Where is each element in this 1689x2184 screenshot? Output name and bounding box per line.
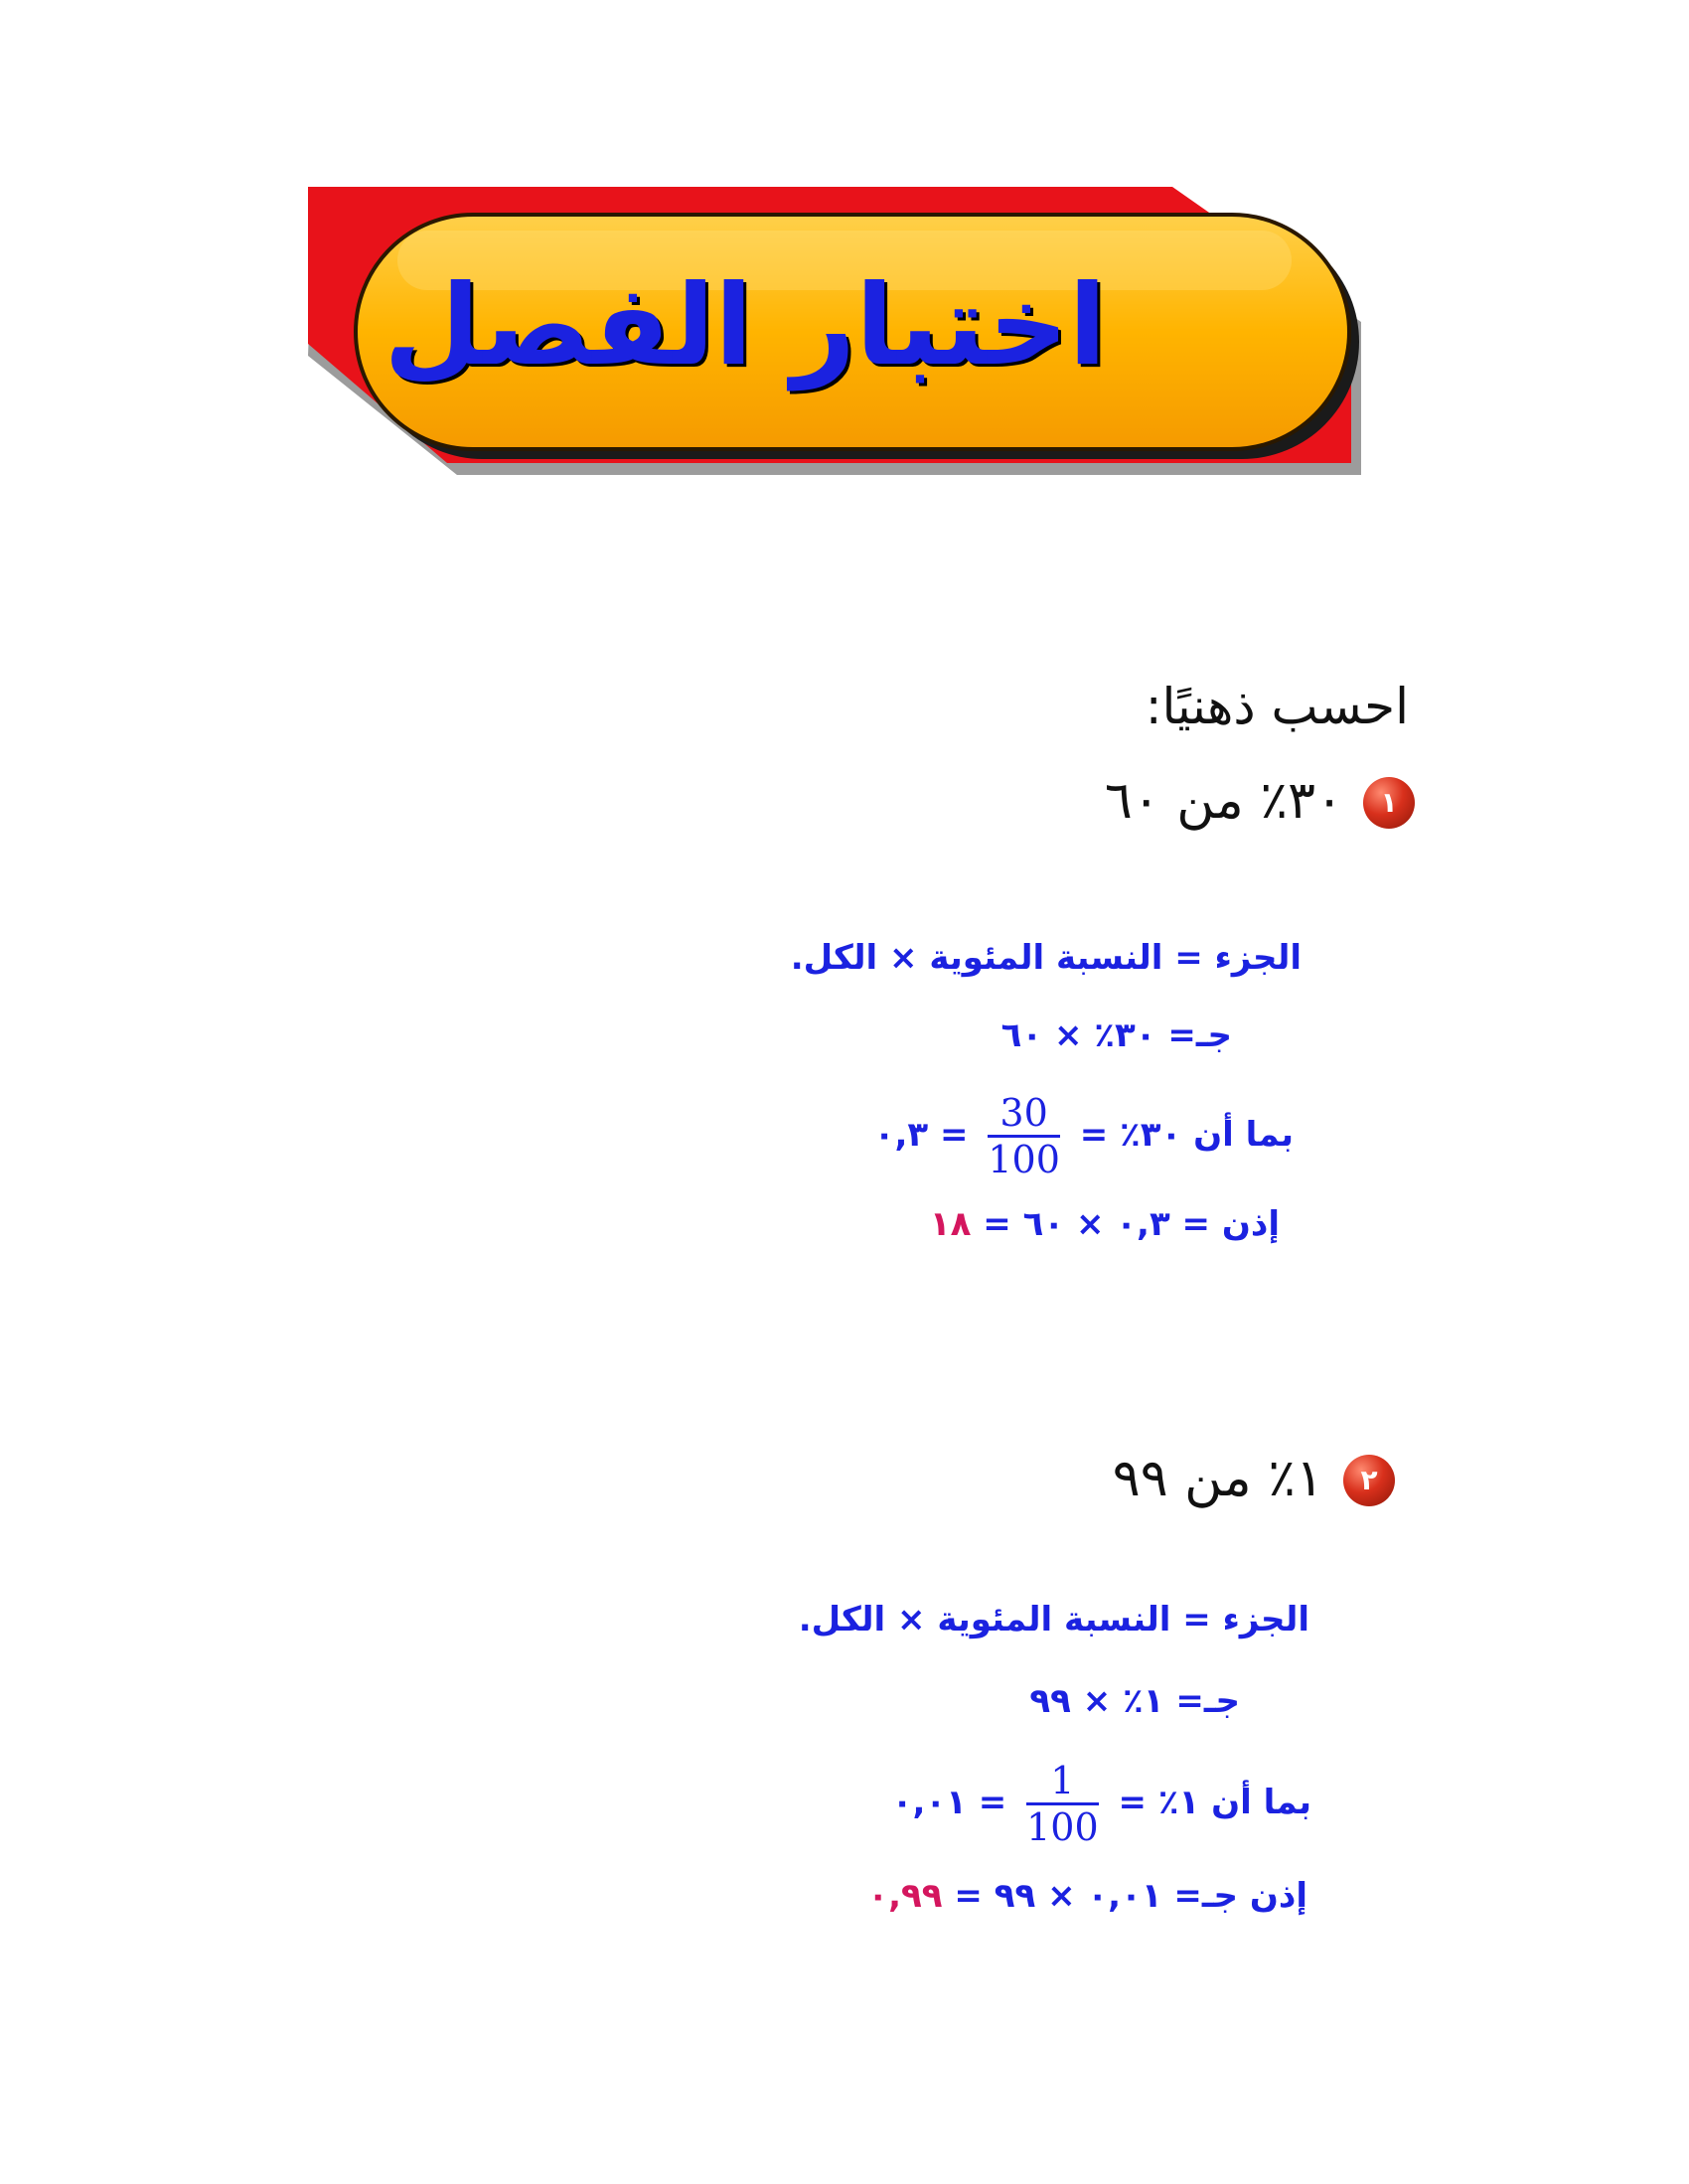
problem-number-badge: ٢ <box>1343 1455 1395 1506</box>
solution-result-line <box>867 1876 1307 1916</box>
solution-rule: الجزء = النسبة المئوية × الكل. <box>798 1600 1309 1639</box>
since-suffix: = ٠,٣ <box>873 1115 969 1155</box>
result-expression: إذن جـ= ٠,٠١ × ٩٩ = <box>954 1876 1307 1916</box>
fraction-denominator: 100 <box>988 1138 1060 1181</box>
chapter-title: اختبار الفصل <box>384 261 1107 390</box>
solution-equation: جـ= ١٪ × ٩٩ <box>1029 1681 1240 1721</box>
problem-number-badge: ١ <box>1363 777 1415 829</box>
solution-since-line <box>892 1759 1311 1849</box>
answer-value: ١٨ <box>929 1204 972 1244</box>
result-expression: إذن = ٠,٣ × ٦٠ = <box>983 1204 1280 1244</box>
fraction <box>1026 1759 1099 1849</box>
section-heading: احسب ذهنيًا: <box>1145 678 1409 735</box>
solution-since-line <box>874 1091 1294 1181</box>
since-prefix: بما أن ١٪ = <box>1118 1783 1311 1822</box>
answer-value: ٠,٩٩ <box>867 1876 943 1916</box>
problem-question: ١٪ من ٩٩ <box>1112 1449 1323 1508</box>
since-prefix: بما أن ٣٠٪ = <box>1079 1115 1294 1155</box>
fraction-numerator: 30 <box>988 1091 1060 1138</box>
since-suffix: = ٠,٠١ <box>891 1783 1007 1822</box>
solution-equation: جـ= ٣٠٪ × ٦٠ <box>1000 1015 1232 1055</box>
solution-result-line <box>930 1204 1280 1244</box>
fraction-denominator: 100 <box>1026 1805 1099 1849</box>
fraction <box>988 1091 1060 1181</box>
problem-question: ٣٠٪ من ٦٠ <box>1104 771 1343 831</box>
fraction-numerator: 1 <box>1026 1759 1099 1805</box>
solution-rule: الجزء = النسبة المئوية × الكل. <box>790 938 1302 978</box>
